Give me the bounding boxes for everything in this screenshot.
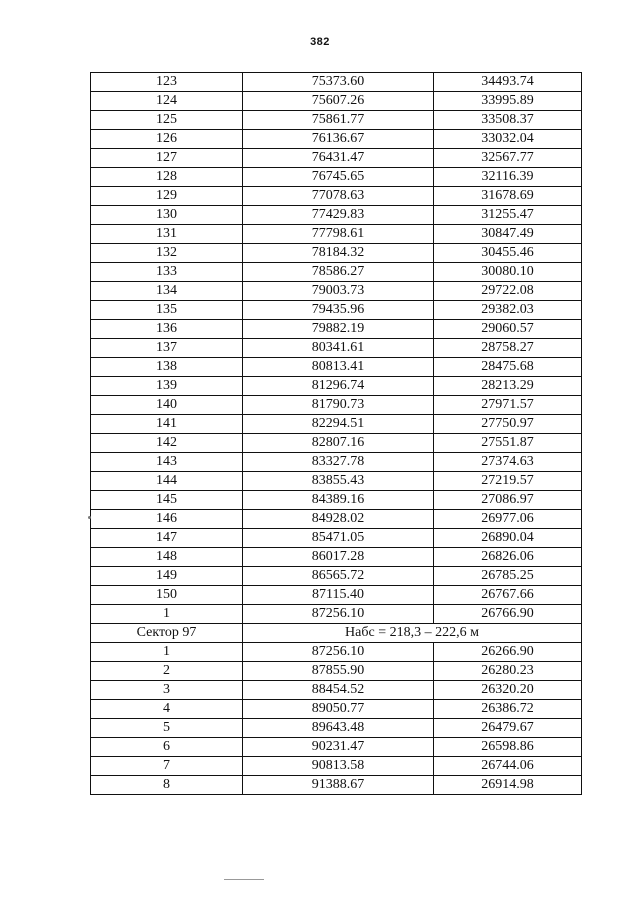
scan-line [224, 879, 264, 880]
table-row [91, 453, 582, 472]
point-number-cell: 148 [91, 548, 243, 567]
y-coordinate-cell: 26785.25 [434, 567, 582, 586]
x-coordinate-cell: 81790.73 [243, 396, 434, 415]
x-coordinate-cell: 90231.47 [243, 738, 434, 757]
table-row [91, 396, 582, 415]
point-number-cell: 1 [91, 643, 243, 662]
table-row [91, 92, 582, 111]
y-coordinate-cell: 34493.74 [434, 73, 582, 92]
table-row [91, 377, 582, 396]
x-coordinate-cell: 80341.61 [243, 339, 434, 358]
x-coordinate-cell: 75861.77 [243, 111, 434, 130]
x-coordinate-cell: 90813.58 [243, 757, 434, 776]
table-row [91, 282, 582, 301]
x-coordinate-cell: 87855.90 [243, 662, 434, 681]
point-number-cell: 132 [91, 244, 243, 263]
y-coordinate-cell: 29060.57 [434, 320, 582, 339]
x-coordinate-cell: 79003.73 [243, 282, 434, 301]
y-coordinate-cell: 27219.57 [434, 472, 582, 491]
x-coordinate-cell: 75373.60 [243, 73, 434, 92]
page-number: 382 [310, 36, 330, 48]
point-number-cell: 143 [91, 453, 243, 472]
table-row [91, 662, 582, 681]
y-coordinate-cell: 26744.06 [434, 757, 582, 776]
point-number-cell: 133 [91, 263, 243, 282]
point-number-cell: 3 [91, 681, 243, 700]
table-row [91, 586, 582, 605]
coordinates-table-body [91, 73, 582, 795]
table-row [91, 187, 582, 206]
y-coordinate-cell: 26598.86 [434, 738, 582, 757]
point-number-cell: 145 [91, 491, 243, 510]
table-row [91, 301, 582, 320]
point-number-cell: 147 [91, 529, 243, 548]
point-number-cell: 134 [91, 282, 243, 301]
x-coordinate-cell: 84389.16 [243, 491, 434, 510]
table-row [91, 700, 582, 719]
y-coordinate-cell: 32116.39 [434, 168, 582, 187]
sector-label: Сектор 97 [91, 624, 243, 643]
sector-header-row [91, 624, 582, 643]
x-coordinate-cell: 76136.67 [243, 130, 434, 149]
table-row [91, 548, 582, 567]
table-row [91, 73, 582, 92]
table-row [91, 206, 582, 225]
point-number-cell: 137 [91, 339, 243, 358]
y-coordinate-cell: 33508.37 [434, 111, 582, 130]
point-number-cell: 1 [91, 605, 243, 624]
x-coordinate-cell: 75607.26 [243, 92, 434, 111]
table-row [91, 605, 582, 624]
y-coordinate-cell: 32567.77 [434, 149, 582, 168]
x-coordinate-cell: 87256.10 [243, 605, 434, 624]
point-number-cell: 141 [91, 415, 243, 434]
point-number-cell: 136 [91, 320, 243, 339]
point-number-cell: 125 [91, 111, 243, 130]
point-number-cell: 135 [91, 301, 243, 320]
point-number-cell: 139 [91, 377, 243, 396]
coordinates-table [90, 72, 582, 795]
table-row [91, 510, 582, 529]
point-number-cell: 124 [91, 92, 243, 111]
y-coordinate-cell: 26826.06 [434, 548, 582, 567]
table-row [91, 339, 582, 358]
point-number-cell: 8 [91, 776, 243, 795]
y-coordinate-cell: 28758.27 [434, 339, 582, 358]
y-coordinate-cell: 26914.98 [434, 776, 582, 795]
table-row [91, 320, 582, 339]
y-coordinate-cell: 31678.69 [434, 187, 582, 206]
y-coordinate-cell: 30455.46 [434, 244, 582, 263]
table-row [91, 491, 582, 510]
table-row [91, 738, 582, 757]
table-row [91, 643, 582, 662]
point-number-cell: 129 [91, 187, 243, 206]
table-row [91, 757, 582, 776]
point-number-cell: 131 [91, 225, 243, 244]
x-coordinate-cell: 91388.67 [243, 776, 434, 795]
y-coordinate-cell: 33032.04 [434, 130, 582, 149]
table-row [91, 149, 582, 168]
table-row [91, 225, 582, 244]
x-coordinate-cell: 83327.78 [243, 453, 434, 472]
x-coordinate-cell: 78586.27 [243, 263, 434, 282]
x-coordinate-cell: 77078.63 [243, 187, 434, 206]
x-coordinate-cell: 83855.43 [243, 472, 434, 491]
y-coordinate-cell: 31255.47 [434, 206, 582, 225]
table-row [91, 719, 582, 738]
table-row [91, 358, 582, 377]
y-coordinate-cell: 26280.23 [434, 662, 582, 681]
point-number-cell: 146 [91, 510, 243, 529]
table-row [91, 168, 582, 187]
y-coordinate-cell: 30847.49 [434, 225, 582, 244]
point-number-cell: 128 [91, 168, 243, 187]
x-coordinate-cell: 89643.48 [243, 719, 434, 738]
table-row [91, 263, 582, 282]
x-coordinate-cell: 76431.47 [243, 149, 434, 168]
sector-height-range: Набс = 218,3 – 222,6 м [243, 624, 582, 643]
x-coordinate-cell: 85471.05 [243, 529, 434, 548]
point-number-cell: 126 [91, 130, 243, 149]
y-coordinate-cell: 29722.08 [434, 282, 582, 301]
point-number-cell: 138 [91, 358, 243, 377]
point-number-cell: 5 [91, 719, 243, 738]
x-coordinate-cell: 89050.77 [243, 700, 434, 719]
x-coordinate-cell: 77429.83 [243, 206, 434, 225]
point-number-cell: 144 [91, 472, 243, 491]
point-number-cell: 130 [91, 206, 243, 225]
point-number-cell: 123 [91, 73, 243, 92]
point-number-cell: 142 [91, 434, 243, 453]
y-coordinate-cell: 28475.68 [434, 358, 582, 377]
x-coordinate-cell: 87256.10 [243, 643, 434, 662]
y-coordinate-cell: 30080.10 [434, 263, 582, 282]
y-coordinate-cell: 27086.97 [434, 491, 582, 510]
x-coordinate-cell: 88454.52 [243, 681, 434, 700]
point-number-cell: 2 [91, 662, 243, 681]
point-number-cell: 149 [91, 567, 243, 586]
x-coordinate-cell: 78184.32 [243, 244, 434, 263]
y-coordinate-cell: 26890.04 [434, 529, 582, 548]
y-coordinate-cell: 26977.06 [434, 510, 582, 529]
x-coordinate-cell: 82294.51 [243, 415, 434, 434]
y-coordinate-cell: 27971.57 [434, 396, 582, 415]
x-coordinate-cell: 76745.65 [243, 168, 434, 187]
x-coordinate-cell: 82807.16 [243, 434, 434, 453]
x-coordinate-cell: 77798.61 [243, 225, 434, 244]
y-coordinate-cell: 26767.66 [434, 586, 582, 605]
table-row [91, 681, 582, 700]
point-number-cell: 7 [91, 757, 243, 776]
x-coordinate-cell: 79435.96 [243, 301, 434, 320]
y-coordinate-cell: 26479.67 [434, 719, 582, 738]
point-number-cell: 150 [91, 586, 243, 605]
y-coordinate-cell: 26320.20 [434, 681, 582, 700]
y-coordinate-cell: 27374.63 [434, 453, 582, 472]
y-coordinate-cell: 26386.72 [434, 700, 582, 719]
x-coordinate-cell: 86565.72 [243, 567, 434, 586]
y-coordinate-cell: 26266.90 [434, 643, 582, 662]
x-coordinate-cell: 84928.02 [243, 510, 434, 529]
y-coordinate-cell: 27551.87 [434, 434, 582, 453]
table-row [91, 415, 582, 434]
point-number-cell: 4 [91, 700, 243, 719]
table-row [91, 244, 582, 263]
point-number-cell: 127 [91, 149, 243, 168]
x-coordinate-cell: 80813.41 [243, 358, 434, 377]
table-row [91, 130, 582, 149]
y-coordinate-cell: 29382.03 [434, 301, 582, 320]
table-row [91, 111, 582, 130]
y-coordinate-cell: 33995.89 [434, 92, 582, 111]
y-coordinate-cell: 26766.90 [434, 605, 582, 624]
y-coordinate-cell: 28213.29 [434, 377, 582, 396]
table-row [91, 776, 582, 795]
point-number-cell: 6 [91, 738, 243, 757]
y-coordinate-cell: 27750.97 [434, 415, 582, 434]
table-row [91, 434, 582, 453]
x-coordinate-cell: 79882.19 [243, 320, 434, 339]
x-coordinate-cell: 81296.74 [243, 377, 434, 396]
point-number-cell: 140 [91, 396, 243, 415]
table-row [91, 472, 582, 491]
table-row [91, 567, 582, 586]
scan-mark [88, 516, 91, 519]
table-row [91, 529, 582, 548]
x-coordinate-cell: 86017.28 [243, 548, 434, 567]
x-coordinate-cell: 87115.40 [243, 586, 434, 605]
